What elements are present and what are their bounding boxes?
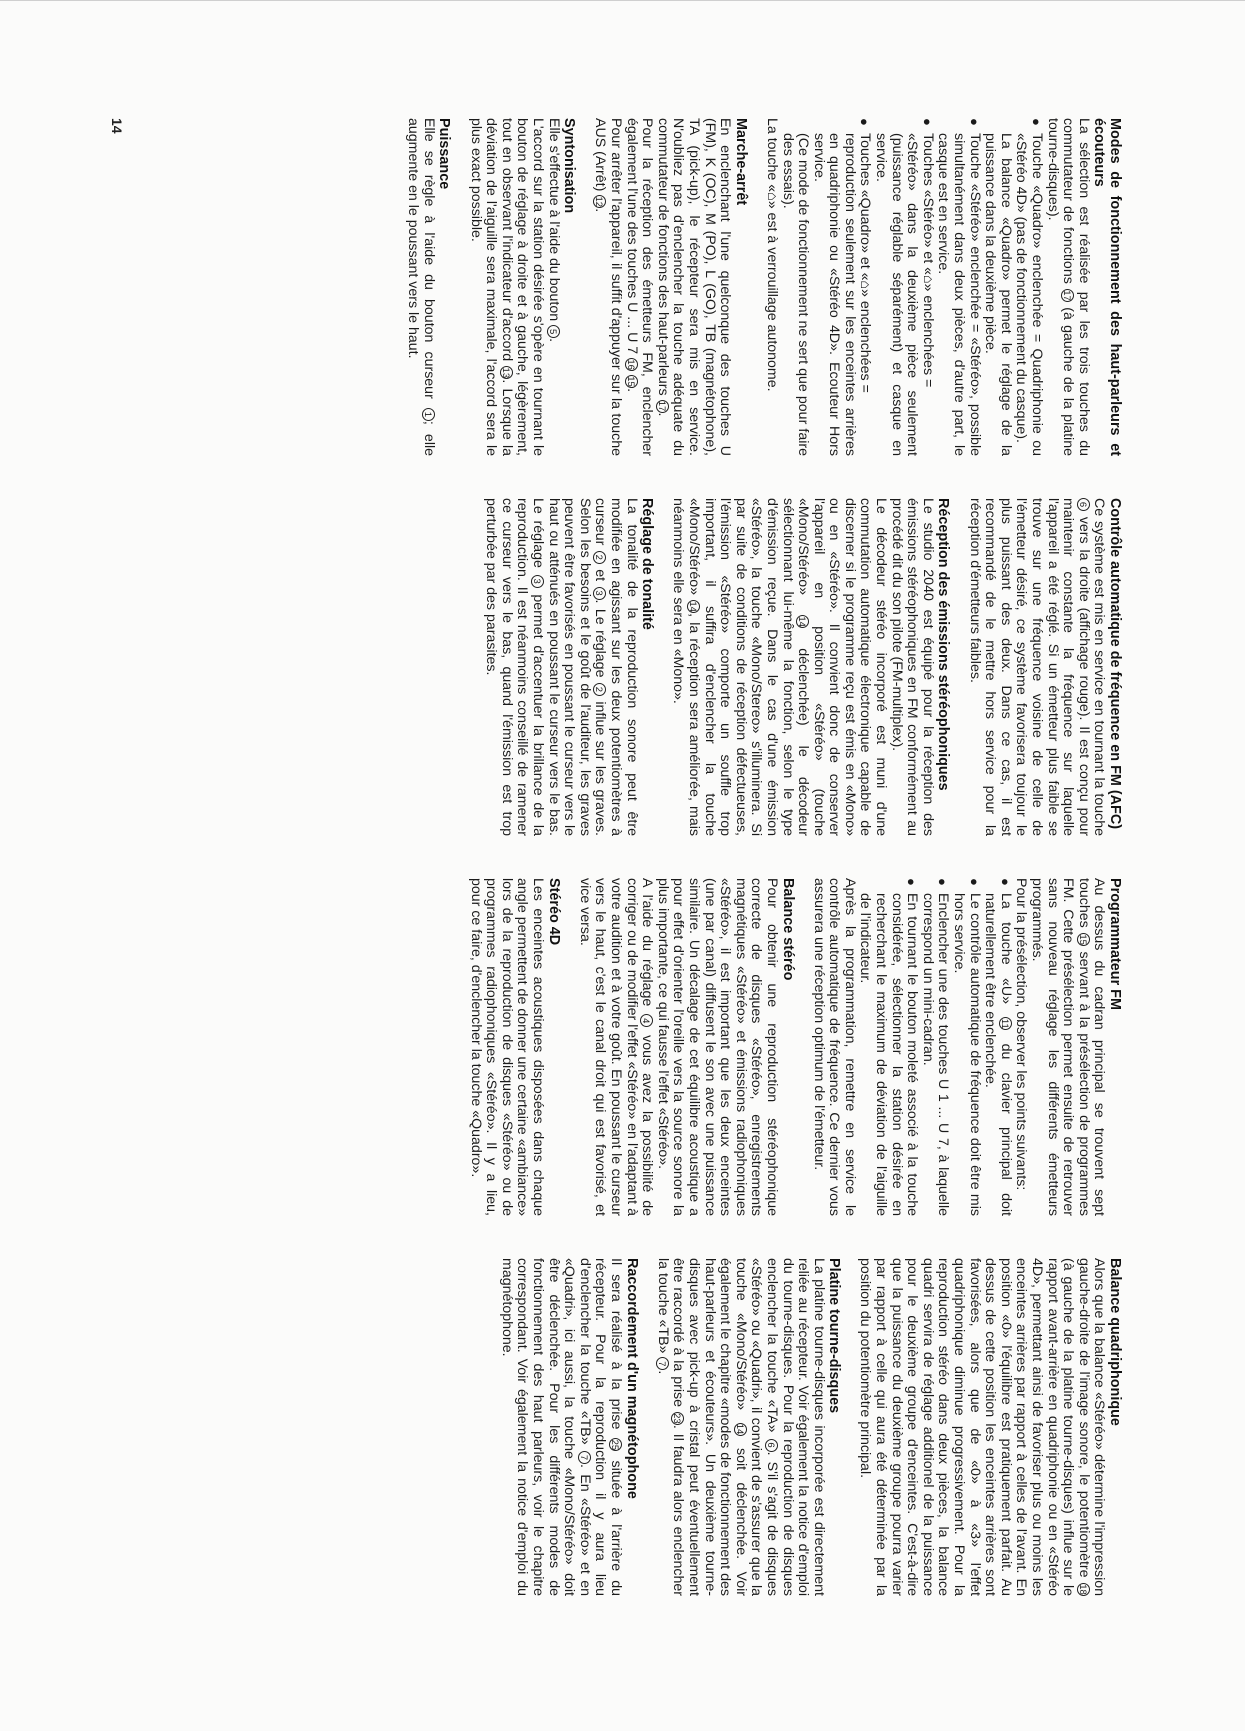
column-4 <box>498 1258 1122 1596</box>
heading-marche: Marche-arrêt <box>732 118 749 206</box>
callout-number: 1 <box>422 408 435 421</box>
callout-number: 16 <box>624 359 636 370</box>
paragraph: Alors que la balance «Stéréo» détermine l'impression gauche-droite de l'image sonore, le potentiomètre 18 (à gauche de la platine tourne-disques) influe sur le rapport avant-arrière en quadriphonie ou en «Stéréo 4D», permettant ainsi de favoriser plus ou moins les enceintes arrières par rapport à celles de l'avant. En position «0» l'équilibre est pratiquement parfait. Au dessus de cette position les enceintes arrières sont favorisées, alors que de «0» à «3» l'effet quadriphonique diminue progressivement. Pour la reproduction stéréo dans deux pièces, la balance quadri servira de réglage additionel de la puissance pour le deuxième groupe d'enceintes. C'est-à-dire que la puissance du deuxième groupe pourra varier par rapport à celle qui aura été déterminée par la position du potentiomètre principal. <box>857 1258 1108 1596</box>
callout-number: 7 <box>578 1451 591 1464</box>
bullet-item: ● Touches «Quadro» et «⌂» enclenchées = reproduction seulement sur les enceintes arrières en quadriphonie ou «Stéréo 4D». Ecouteur Hors service. (Ce mode de fonctionnement ne sert que pour faire des essais). <box>779 118 874 456</box>
bullet-item: ● En tournant le bouton moleté associé à la touche considérée, sélectionner la station désirée en recherchant le maximum de déviation de l'aiguille de l'indicateur. <box>857 878 921 1216</box>
heading-puissance: Puissance <box>436 118 453 190</box>
bullet-icon: ● <box>857 118 873 126</box>
bullet-item: ● Touches «Stéréo» et «⌂» enclenchées = «Stéréo» dans la deuxième pièce seulement (puissance réglable séparément) et casque en service. <box>873 118 936 456</box>
bullet-item: ● Touche «Stéréo» enclenchée = «Stéréo», possible simultanément dans deux pièces, d'autre part, le casque est en service. <box>935 118 983 456</box>
column-2 <box>483 498 1122 836</box>
paragraph: Ce système est mis en service en tournant la touche 6 vers la droite (affichage rouge). Il est conçu pour maintenir constante la fréquence sur laquelle l'appareil a été réglé. Si un émetteur plus faible se trouve sur une fréquence voisine de celle de l'émetteur désiré, ce système favorisera toujour le plus puissant des deux. Dans ce cas, il est recommandé de le mettre hors service pour la réception d'émetteurs faibles. <box>966 498 1108 836</box>
bullet-icon: ● <box>966 118 982 126</box>
bullet-item: ● La touche «U» 11 du clavier principal doit naturellement être enclenchée. <box>982 878 1014 1216</box>
paragraph: Il sera réalisé à la prise 25 située à l'arrière du récepteur. Pour la reproduction il y aura lieu d'enclencher la touche «TB» 7. En «Stéréo» et en «Quadri», ici aussi, la touche «Mono/Stéréo» doit être déclenchée. Pour les différents modes de fonctionnement des haut parleurs, voir le chapitre correspondant. Voir également la notice d'emploi du magnétophone. <box>498 1258 624 1596</box>
paragraph: A l'aide du réglage 4 vous avez la possibilité de corriger ou de modifier l'effet «Stéréo» en l'adaptant à votre audition et à votre goût. En poussant le curseur vers le haut, c'est le canal droit qui est favorisé, et vice versa. <box>576 878 656 1216</box>
callout-number: 4 <box>640 1014 653 1027</box>
bullet-icon: ● <box>1029 118 1045 126</box>
heading-balance-quadri: Balance quadriphonique <box>1107 1258 1123 1426</box>
callout-number: 7 <box>656 1357 669 1370</box>
callout-number: 17 <box>655 400 667 412</box>
bullet-item: ● Touche «Quadro» enclenchée = Quadriphonie ou «Stéréo 4D» (pas de fonctionnement du casque). La balance «Quadro» permet le réglage de la puissance dans la deuxième pièce. <box>982 118 1046 456</box>
callout-number: 5 <box>547 325 560 338</box>
callout-number: 25 <box>609 1439 620 1451</box>
paragraph: La touche «⌂» est à verrouillage autonome. <box>763 118 780 392</box>
heading-tonalite: Réglage de tonalité <box>639 498 656 630</box>
paragraph: Pour obtenir une reproduction stéréophonique correcte de disques «Stéréo», enregistrements magnétiques «Stéréo» et émissions radiophoniques «Stéréo», il est important que les deux enceintes (une par canal) diffusent le son avec une puissance similaire. Un décalage de cet équilibre acoustique a pour effet d'orienter l'oreille vers la source sonore la plus importante, ce qui fausse l'effet «Stéréo». <box>654 878 780 1216</box>
paragraph: L'accord sur la station désirée s'opère en tournant le bouton de réglage à droite et à gauche, légèrement, tout en observant l'indicateur d'accord 13. Lorsque la déviation de l'aiguille sera maximale, l'accord sera le plus exact possible. <box>467 118 547 456</box>
callout-number: 14 <box>733 1423 745 1435</box>
bullet-icon: ● <box>919 118 935 126</box>
heading-stereo-4d: Stéréo 4D <box>545 878 562 946</box>
callout-number: 14 <box>796 616 808 627</box>
callout-number: 11 <box>998 1018 1010 1029</box>
callout-number: 3 <box>593 587 606 600</box>
callout-number: 6 <box>1077 498 1090 511</box>
callout-number: 15 <box>1076 934 1088 945</box>
paragraph: Les enceintes acoustiques disposées dans chaque angle permettent de donner une certaine «ambiance» lors de la reproduction de disques «Stéréo» ou de programmes radiophoniques «Stéréo». Il y a lieu, pour ce faire, d'enclencher la touche «Quadro». <box>467 878 547 1216</box>
paragraph: La tonalité de la reproduction sonore peut être modifiée en agissant sur les deux potentiomètres à curseur 2 et 3. Le réglage 2 influe sur les graves. Selon les besoins et le goût de l'auditeur, les graves peuvent être favorisés en poussant le curseur vers le haut ou atténués en poussant le curseur vers le bas. Le réglage 3 permet d'accentuer la brillance de la reproduction. Il est néanmoins conseillé de ramener ce curseur vers le bas, quand l'émission est trop perturbée par des parasites. <box>483 498 640 836</box>
bullet-icon: ● <box>935 878 951 886</box>
heading-balance-stereo: Balance stéréo <box>779 878 796 981</box>
column-1 <box>405 118 1122 456</box>
heading-reception: Réception des émissions stéréophoniques <box>935 498 952 791</box>
bullet-icon: ● <box>966 878 982 886</box>
paragraph: La platine tourne-disques incorporée est directement reliée au récepteur. Voir également la notice d'emploi du tourne-disques. Pour la reproduction de disques enclencher la touche «TA» 6. S'il s'agit de disques «Stéréo» ou «Quadri», il convient de s'assurer que la touche «Mono/Stéréo» 14 soit déclenchée. Voir également le chapitre «modes de fonctionnement des haut-parleurs et écouteurs». Un deuxième tourne-disques avec pick-up à cristal peut éventuellement être raccordé à la prise 23. Il faudra alors enclencher la touche «TB» 7. <box>654 1258 827 1596</box>
paragraph: Le studio 2040 est équipé pour la réception des émissions stéréophoniques en FM conformément au procédé dit du son pilote (FM-multiplex). <box>888 498 936 836</box>
callout-number: 6 <box>765 1439 778 1452</box>
bullet-icon: ● <box>904 878 920 886</box>
callout-number: 18 <box>1076 1584 1088 1595</box>
paragraph: Elle s'effectue à l'aide du bouton 5. <box>545 118 562 343</box>
callout-number: 23 <box>671 1413 683 1424</box>
callout-number: 14 <box>686 601 698 612</box>
callout-number: 2 <box>593 551 606 564</box>
callout-number: 13 <box>499 367 511 379</box>
heading-afc: Contrôle automatique de fréquence en FM (AFC) <box>1107 498 1123 829</box>
paragraph: Pour la réception des émetteurs FM, enclencher également l'une des touches U ... U 7 16 15. <box>623 118 656 456</box>
paragraph: La sélection est réalisée par les trois touches du commutateur de fonctions 17 (à gauche de la platine tourne-disques). <box>1044 118 1092 456</box>
bullet-item: ● Enclencher une des touches U 1 ... U 7, à laquelle correspond un mini-cadran. <box>919 878 952 1216</box>
page-number: 14 <box>109 118 125 134</box>
heading-magnetophone: Raccordement d'un magnétophone <box>623 1258 640 1499</box>
paragraph: Le décodeur stéréo incorporé est muni d'une commutation automatique électronique capable de discerner si le programme reçu est émis en «Mono» ou en «Stéréo». Il convient donc de conserver l'appareil en position «Stéréo» (touche «Mono/Stéréo» 14 déclenchée) le décodeur sélectionnant lui-même la fonction, selon le type d'émission reçue. Dans le cas d'une émission «Stéréo», la touche «Mono/Stereo» s'illuminera. Si par suite de conditions de réception défectueuses, l'émission «Stéréo» comporte un souffle trop important, il suffira d'enclencher la touche «Mono/Stéréo» 14, la réception sera améliorée, mais néanmoins elle sera en «Mono». <box>670 498 890 836</box>
paragraph: En enclenchant l'une quelconque des touches U (FM), K (OC), M (PO), L (GO), TB (magnétophone), TA (pick-up), le récepteur sera mis en service. N'oubliez pas d'enclencher la touche adéquate du commutateur de fonctions des haut-parleurs 17. <box>654 118 734 456</box>
callout-number: 12 <box>593 196 605 208</box>
column-3 <box>467 878 1122 1216</box>
paragraph: Elle se règle à l'aide du bouton curseur 1; elle augmente en le poussant vers le haut. <box>405 118 437 457</box>
callout-number: 3 <box>531 575 544 588</box>
heading-syntonisation: Syntonisation <box>561 118 578 214</box>
bullet-icon: ● <box>997 878 1013 886</box>
paragraph: Pour arrêter l'appareil, il suffit d'appuyer sur la touche AUS (Arrêt) 12. <box>592 118 624 456</box>
bullet-item: ● Le contrôle automatique de fréquence doit être mis hors service. <box>951 878 983 1216</box>
paragraph: Pour la présélection, observer les points suivants: <box>1013 878 1030 1191</box>
callout-number: 17 <box>1061 290 1073 301</box>
callout-number: 15 <box>624 376 636 387</box>
paragraph: Au dessus du cadran principal se trouvent sept touches 15 servant à la présélection de programmes FM. Cette présélection permet ensuite de retrouver sans nouveau réglage les différents émetteurs programmés. <box>1029 878 1108 1216</box>
callout-number: 2 <box>593 683 606 696</box>
paragraph: Après la programmation, remettre en service le contrôle automatique de fréquence. Ce dernier vous assurera une réception optimum de l'émetteur. <box>810 878 858 1216</box>
heading-platine: Platine tourne-disques <box>826 1258 843 1414</box>
heading-programmateur: Programmateur FM <box>1107 878 1123 1010</box>
heading-modes: Modes de fonctionnement des haut-parleurs et écouteurs <box>1091 118 1123 456</box>
